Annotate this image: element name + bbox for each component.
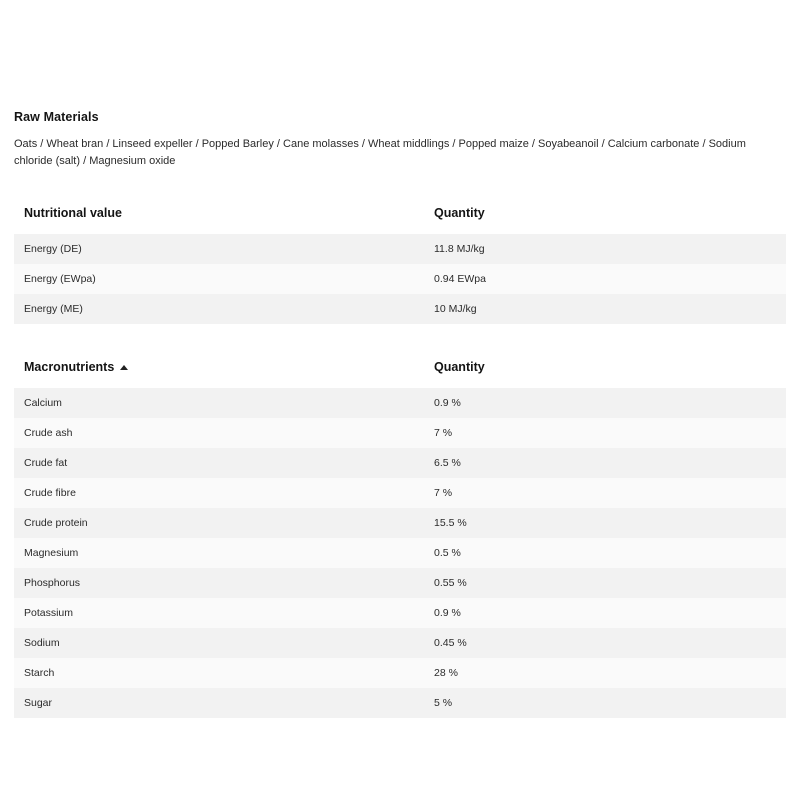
table-row bbox=[14, 628, 786, 658]
table-row bbox=[14, 568, 786, 598]
table-header-row bbox=[14, 200, 786, 234]
table-row bbox=[14, 658, 786, 688]
row-name: Crude protein bbox=[14, 508, 424, 538]
row-quantity: 6.5 % bbox=[424, 448, 786, 478]
row-name: Starch bbox=[14, 658, 424, 688]
nutritional-value-name-header[interactable] bbox=[14, 200, 424, 234]
table-row bbox=[14, 418, 786, 448]
row-name: Sugar bbox=[14, 688, 424, 718]
table-row bbox=[14, 598, 786, 628]
row-name: Energy (EWpa) bbox=[14, 264, 424, 294]
macronutrients-name-header[interactable] bbox=[14, 354, 424, 388]
macronutrients-section bbox=[14, 354, 786, 718]
nutritional-value-quantity-header[interactable] bbox=[424, 200, 786, 234]
nutritional-value-table bbox=[14, 200, 786, 324]
row-quantity: 7 % bbox=[424, 418, 786, 448]
row-quantity: 15.5 % bbox=[424, 508, 786, 538]
table-row bbox=[14, 388, 786, 418]
table-row bbox=[14, 234, 786, 264]
macronutrients-table-head bbox=[14, 354, 786, 388]
nutritional-value-quantity-header-label: Quantity bbox=[434, 206, 485, 221]
row-quantity: 0.9 % bbox=[424, 388, 786, 418]
macronutrients-table bbox=[14, 354, 786, 718]
macronutrients-name-header-label: Macronutrients bbox=[24, 360, 115, 375]
table-row bbox=[14, 688, 786, 718]
row-name: Crude ash bbox=[14, 418, 424, 448]
row-quantity: 10 MJ/kg bbox=[424, 294, 786, 324]
row-quantity: 0.9 % bbox=[424, 598, 786, 628]
nutritional-value-name-header-label: Nutritional value bbox=[24, 206, 122, 221]
raw-materials-list: Oats / Wheat bran / Linseed expeller / Popped Barley / Cane molasses / Wheat middlings / Popped maize / Soyabeanoil / Calcium carbonate / Sodium chloride (salt) / Magnesium oxide bbox=[14, 138, 746, 168]
row-quantity: 5 % bbox=[424, 688, 786, 718]
nutritional-value-table-head bbox=[14, 200, 786, 234]
raw-materials-section bbox=[14, 110, 786, 170]
row-quantity: 0.5 % bbox=[424, 538, 786, 568]
table-row bbox=[14, 538, 786, 568]
raw-materials-heading: Raw Materials bbox=[14, 110, 99, 124]
table-row bbox=[14, 264, 786, 294]
row-quantity: 11.8 MJ/kg bbox=[424, 234, 786, 264]
row-name: Energy (ME) bbox=[14, 294, 424, 324]
row-name: Energy (DE) bbox=[14, 234, 424, 264]
table-row bbox=[14, 478, 786, 508]
row-quantity: 7 % bbox=[424, 478, 786, 508]
macronutrients-quantity-header-label: Quantity bbox=[434, 360, 485, 375]
row-name: Phosphorus bbox=[14, 568, 424, 598]
top-spacer bbox=[14, 0, 786, 110]
row-name: Sodium bbox=[14, 628, 424, 658]
table-row bbox=[14, 448, 786, 478]
row-name: Crude fibre bbox=[14, 478, 424, 508]
caret-up-icon[interactable] bbox=[120, 365, 128, 370]
row-quantity: 0.55 % bbox=[424, 568, 786, 598]
nutritional-value-section bbox=[14, 200, 786, 324]
row-quantity: 28 % bbox=[424, 658, 786, 688]
row-quantity: 0.45 % bbox=[424, 628, 786, 658]
table-row bbox=[14, 508, 786, 538]
macronutrients-table-body bbox=[14, 388, 786, 718]
table-row bbox=[14, 294, 786, 324]
macronutrients-quantity-header[interactable] bbox=[424, 354, 786, 388]
row-name: Calcium bbox=[14, 388, 424, 418]
table-header-row bbox=[14, 354, 786, 388]
row-name: Magnesium bbox=[14, 538, 424, 568]
row-quantity: 0.94 EWpa bbox=[424, 264, 786, 294]
row-name: Potassium bbox=[14, 598, 424, 628]
nutritional-value-table-body bbox=[14, 234, 786, 324]
row-name: Crude fat bbox=[14, 448, 424, 478]
